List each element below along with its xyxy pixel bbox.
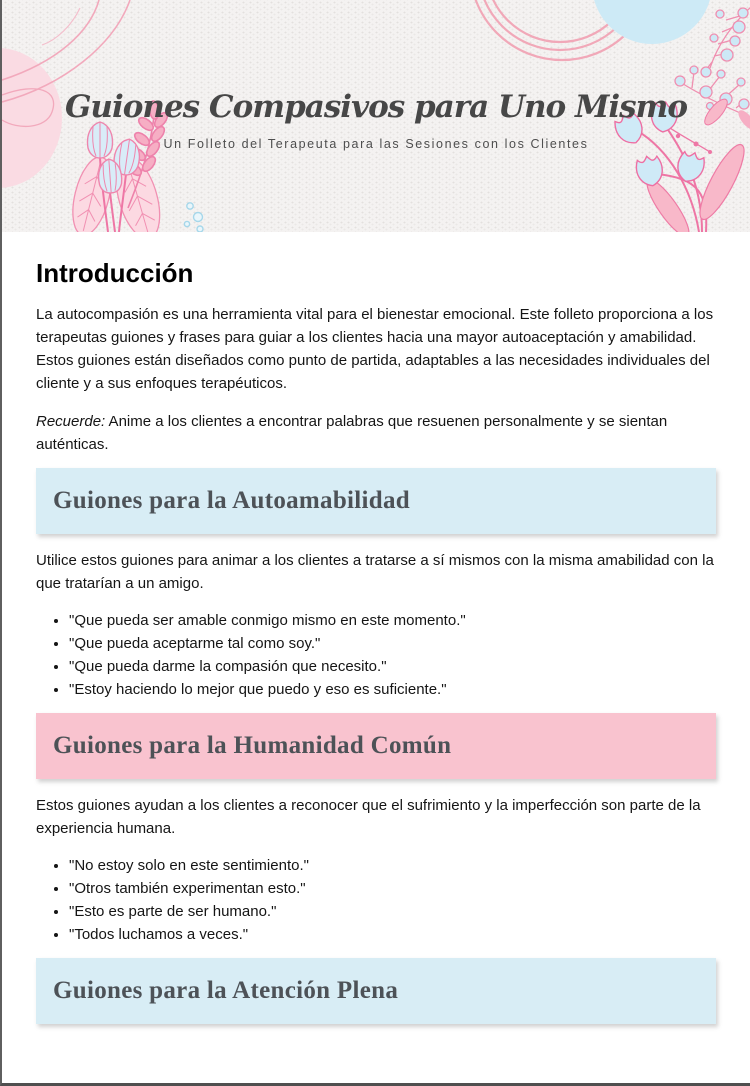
- section-header-self-kindness: [36, 468, 716, 534]
- header-text-block: [2, 86, 750, 151]
- list-item: • "Estoy haciendo lo mejor que puedo y eso es suficiente.": [69, 678, 716, 701]
- script-list: [36, 609, 716, 701]
- intro-heading: Introducción: [36, 258, 194, 288]
- list-item: • "No estoy solo en este sentimiento.": [69, 854, 716, 877]
- section-title: Guiones para la Autoamabilidad: [53, 487, 410, 514]
- blue-circle-top-right-icon: [592, 0, 712, 44]
- section-self-kindness: [36, 468, 716, 701]
- section-common-humanity: [36, 713, 716, 946]
- document-header: [2, 0, 750, 232]
- list-item: • "Todos luchamos a veces.": [69, 923, 716, 946]
- section-title: Guiones para la Atención Plena: [53, 977, 399, 1004]
- document-body: [2, 258, 750, 1024]
- list-item: • "Que pueda darme la compasión que necesito.": [69, 655, 716, 678]
- section-mindfulness: [36, 958, 716, 1024]
- intro-note: [36, 410, 716, 456]
- list-item: • "Esto es parte de ser humano.": [69, 900, 716, 923]
- blue-bubbles-icon: [184, 203, 203, 232]
- section-paragraph: Utilice estos guiones para animar a los clientes a tratarse a sí mismos con la misma amabilidad con la que tratarían a un amigo.: [36, 552, 714, 592]
- note-text: Anime a los clientes a encontrar palabras que resuenen personalmente y se sientan auténticas.: [36, 413, 668, 453]
- list-item: • "Que pueda ser amable conmigo mismo en este momento.": [69, 609, 716, 632]
- script-list: [36, 854, 716, 946]
- document-subtitle: Un Folleto del Terapeuta para las Sesiones con los Clientes: [163, 137, 589, 151]
- document-title: Guiones Compasivos para Uno Mismo: [64, 89, 688, 125]
- berry-sprig-top-right-icon: [701, 6, 750, 77]
- intro-paragraph: La autocompasión es una herramienta vital para el bienestar emocional. Este folleto proporciona a los terapeutas guiones y frases para guiar a los clientes hacia una mayor autoaceptación y amabilidad. Estos guiones están diseñados como punto de partida, adaptables a las necesidades individuales del cliente y a sus enfoques terapéuticos.: [36, 306, 714, 392]
- list-item: • "Otros también experimentan esto.": [69, 877, 716, 900]
- section-title: Guiones para la Humanidad Común: [53, 732, 452, 759]
- note-label: Recuerde:: [36, 413, 106, 430]
- section-paragraph: Estos guiones ayudan a los clientes a reconocer que el sufrimiento y la imperfección son parte de la experiencia humana.: [36, 797, 701, 837]
- section-header-mindfulness: [36, 958, 716, 1024]
- section-header-common-humanity: [36, 713, 716, 779]
- list-item: • "Que pueda aceptarme tal como soy.": [69, 632, 716, 655]
